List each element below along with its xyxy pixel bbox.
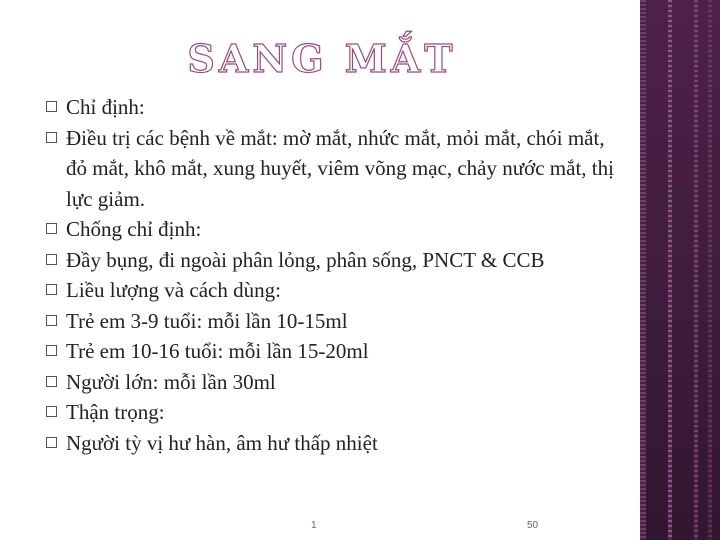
list-item xyxy=(46,92,626,123)
checkbox-square-icon xyxy=(46,223,57,234)
checkbox-square-icon xyxy=(46,132,57,143)
checkbox-square-icon xyxy=(46,376,57,387)
bullet-text: Chỉ định: xyxy=(66,95,145,119)
bullet-list xyxy=(46,92,626,458)
bullet-text: Người tỳ vị hư hàn, âm hư thấp nhiệt xyxy=(66,430,378,455)
list-item xyxy=(46,275,626,306)
checkbox-square-icon xyxy=(46,437,57,448)
checkbox-square-icon xyxy=(46,101,57,112)
slide-title: SANG MẮT xyxy=(187,36,457,81)
list-item xyxy=(46,123,626,215)
list-item xyxy=(46,397,626,428)
bullet-text: Trẻ em 3-9 tuổi: mỗi lần 10-15ml xyxy=(66,308,348,333)
list-item xyxy=(46,245,626,276)
bullet-text: Điều trị các bệnh về mắt: mờ mắt, nhức mắt, mỏi mắt, chói mắt, đỏ mắt, khô mắt, xung huyết, viêm võng mạc, chảy nước mắt, thị lực giảm. xyxy=(66,125,614,211)
list-item xyxy=(46,214,626,245)
checkbox-square-icon xyxy=(46,315,57,326)
checkbox-square-icon xyxy=(46,254,57,265)
footer-page-number: 1 xyxy=(311,520,317,531)
bullet-text: Người lớn: mỗi lần 30ml xyxy=(66,369,276,394)
bullet-text: Thận trọng: xyxy=(66,400,165,424)
decorative-stripe xyxy=(708,0,712,540)
bullet-text: Đầy bụng, đi ngoài phân lỏng, phân sống, PNCT & CCB xyxy=(66,247,545,272)
list-item xyxy=(46,367,626,398)
list-item xyxy=(46,306,626,337)
list-item xyxy=(46,428,626,459)
decorative-stripe xyxy=(694,0,698,540)
bullet-text: Liều lượng và cách dùng: xyxy=(66,278,281,302)
decorative-stripe xyxy=(668,0,672,540)
checkbox-square-icon xyxy=(46,284,57,295)
bullet-text: Trẻ em 10-16 tuổi: mỗi lần 15-20ml xyxy=(66,339,369,363)
bullet-text: Chống chỉ định: xyxy=(66,217,202,241)
list-item xyxy=(46,336,626,367)
checkbox-square-icon xyxy=(46,345,57,356)
checkbox-square-icon xyxy=(46,406,57,417)
footer-slide-number: 50 xyxy=(527,520,539,531)
